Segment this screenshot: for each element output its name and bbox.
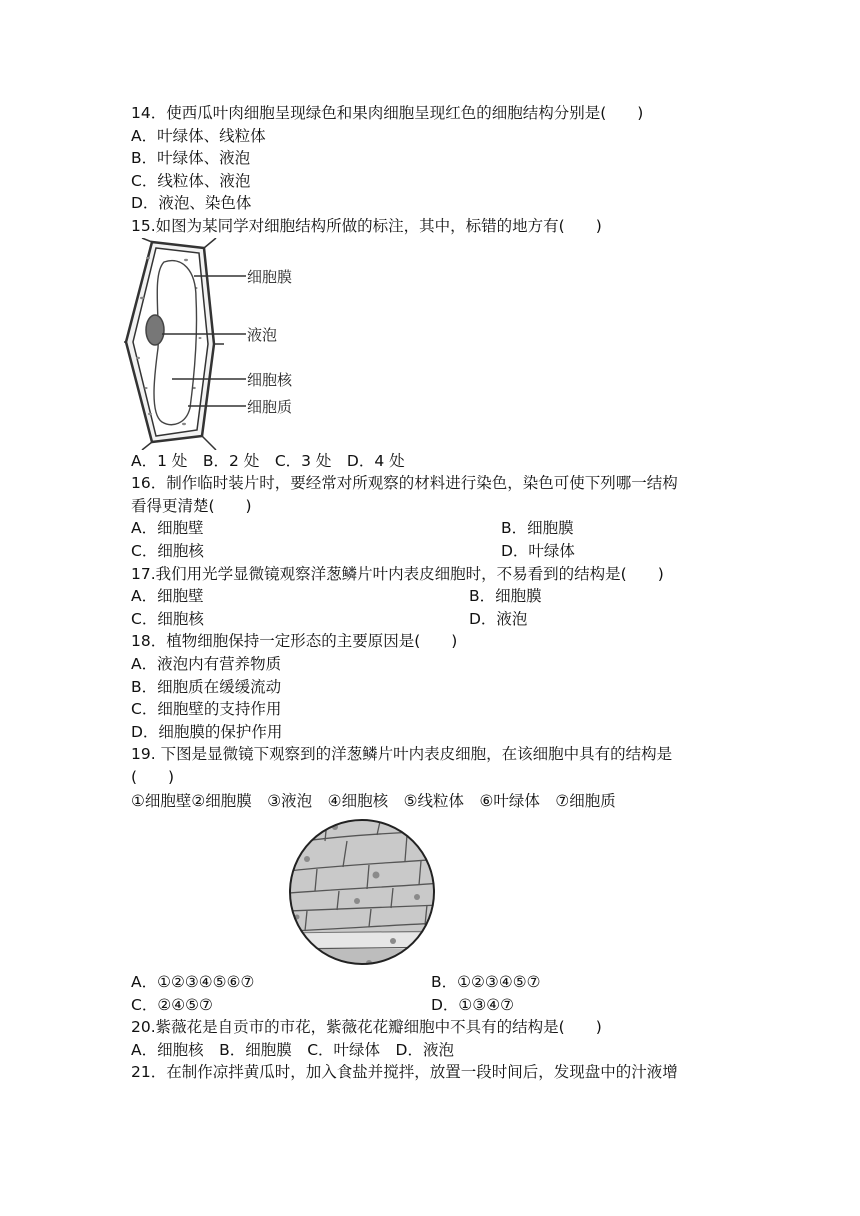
label-vacuole: 液泡 <box>247 325 278 344</box>
nucleus-shape <box>146 315 164 345</box>
q19-options-row2 <box>131 994 731 1017</box>
q18-option-a: A．液泡内有营养物质 <box>131 654 282 673</box>
q19-option-b: B．①②③④⑤⑦ <box>431 973 541 992</box>
onion-epidermis-svg <box>131 813 731 971</box>
label-cytoplasm: 细胞质 <box>247 397 293 416</box>
q18-option-c: C．细胞壁的支持作用 <box>131 700 282 719</box>
label-nucleus: 细胞核 <box>247 370 293 389</box>
q17-option-c: C．细胞核 <box>131 609 204 628</box>
q17-options-row1 <box>131 585 731 608</box>
micrograph-field <box>281 813 451 971</box>
q19-structure-list: ①细胞壁②细胞膜 ③液泡 ④细胞核 ⑤线粒体 ⑥叶绿体 ⑦细胞质 <box>131 792 616 811</box>
question-page <box>131 102 731 1084</box>
q16-options-row1 <box>131 517 731 540</box>
q17-option-b: B．细胞膜 <box>469 587 542 606</box>
q19-stem-line2: ( ) <box>131 767 175 786</box>
q17-option-d: D．液泡 <box>469 609 528 628</box>
q17-options-row2 <box>131 608 731 631</box>
q20-stem: 20.紫薇花是自贡市的市花，紫薇花花瓣细胞中不具有的结构是( ) <box>131 1018 602 1037</box>
q17-option-a: A．细胞壁 <box>131 587 204 606</box>
q15-stem: 15.如图为某同学对细胞结构所做的标注，其中，标错的地方有( ) <box>131 216 602 235</box>
q19-option-a: A．①②③④⑤⑥⑦ <box>131 973 255 992</box>
q18-stem: 18．植物细胞保持一定形态的主要原因是( ) <box>131 632 458 651</box>
q16-option-b: B．细胞膜 <box>501 519 574 538</box>
q16-stem-line2: 看得更清楚( ) <box>131 496 252 515</box>
q15-options: A．1 处 B．2 处 C．3 处 D．4 处 <box>131 451 405 470</box>
q14-stem: 14．使西瓜叶肉细胞呈现绿色和果肉细胞呈现红色的细胞结构分别是( ) <box>131 104 644 122</box>
q17-stem: 17.我们用光学显微镜观察洋葱鳞片叶内表皮细胞时，不易看到的结构是( ) <box>131 564 664 583</box>
q16-option-a: A．细胞壁 <box>131 519 204 538</box>
q14-option-a: A．叶绿体、线粒体 <box>131 126 266 145</box>
q19-stem-line1: 19. 下图是显微镜下观察到的洋葱鳞片叶内表皮细胞，在该细胞中具有的结构是 <box>131 745 673 764</box>
q14-option-b: B．叶绿体、液泡 <box>131 149 251 168</box>
q20-options: A．细胞核 B．细胞膜 C．叶绿体 D．液泡 <box>131 1040 454 1059</box>
q21-stem: 21．在制作凉拌黄瓜时，加入食盐并搅拌，放置一段时间后，发现盘中的汁液增 <box>131 1063 678 1082</box>
q19-options-row1 <box>131 971 731 994</box>
q19-option-c: C．②④⑤⑦ <box>131 995 213 1014</box>
q16-stem-line1: 16．制作临时装片时，要经常对所观察的材料进行染色，染色可使下列哪一结构 <box>131 474 678 493</box>
plant-cell-svg <box>124 238 324 450</box>
label-cell-membrane: 细胞膜 <box>247 267 293 286</box>
q16-option-c: C．细胞核 <box>131 541 204 560</box>
q16-option-d: D．叶绿体 <box>501 541 575 560</box>
q14-option-c: C．线粒体、液泡 <box>131 171 251 190</box>
q14-option-d: D．液泡、染色体 <box>131 194 252 213</box>
q18-option-b: B．细胞质在缓缓流动 <box>131 677 282 696</box>
q18-option-d: D．细胞膜的保护作用 <box>131 722 283 741</box>
q19-option-d: D．①③④⑦ <box>431 995 515 1014</box>
q16-options-row2 <box>131 540 731 563</box>
plant-cell-diagram <box>124 238 731 450</box>
onion-epidermis-micrograph <box>131 813 731 971</box>
